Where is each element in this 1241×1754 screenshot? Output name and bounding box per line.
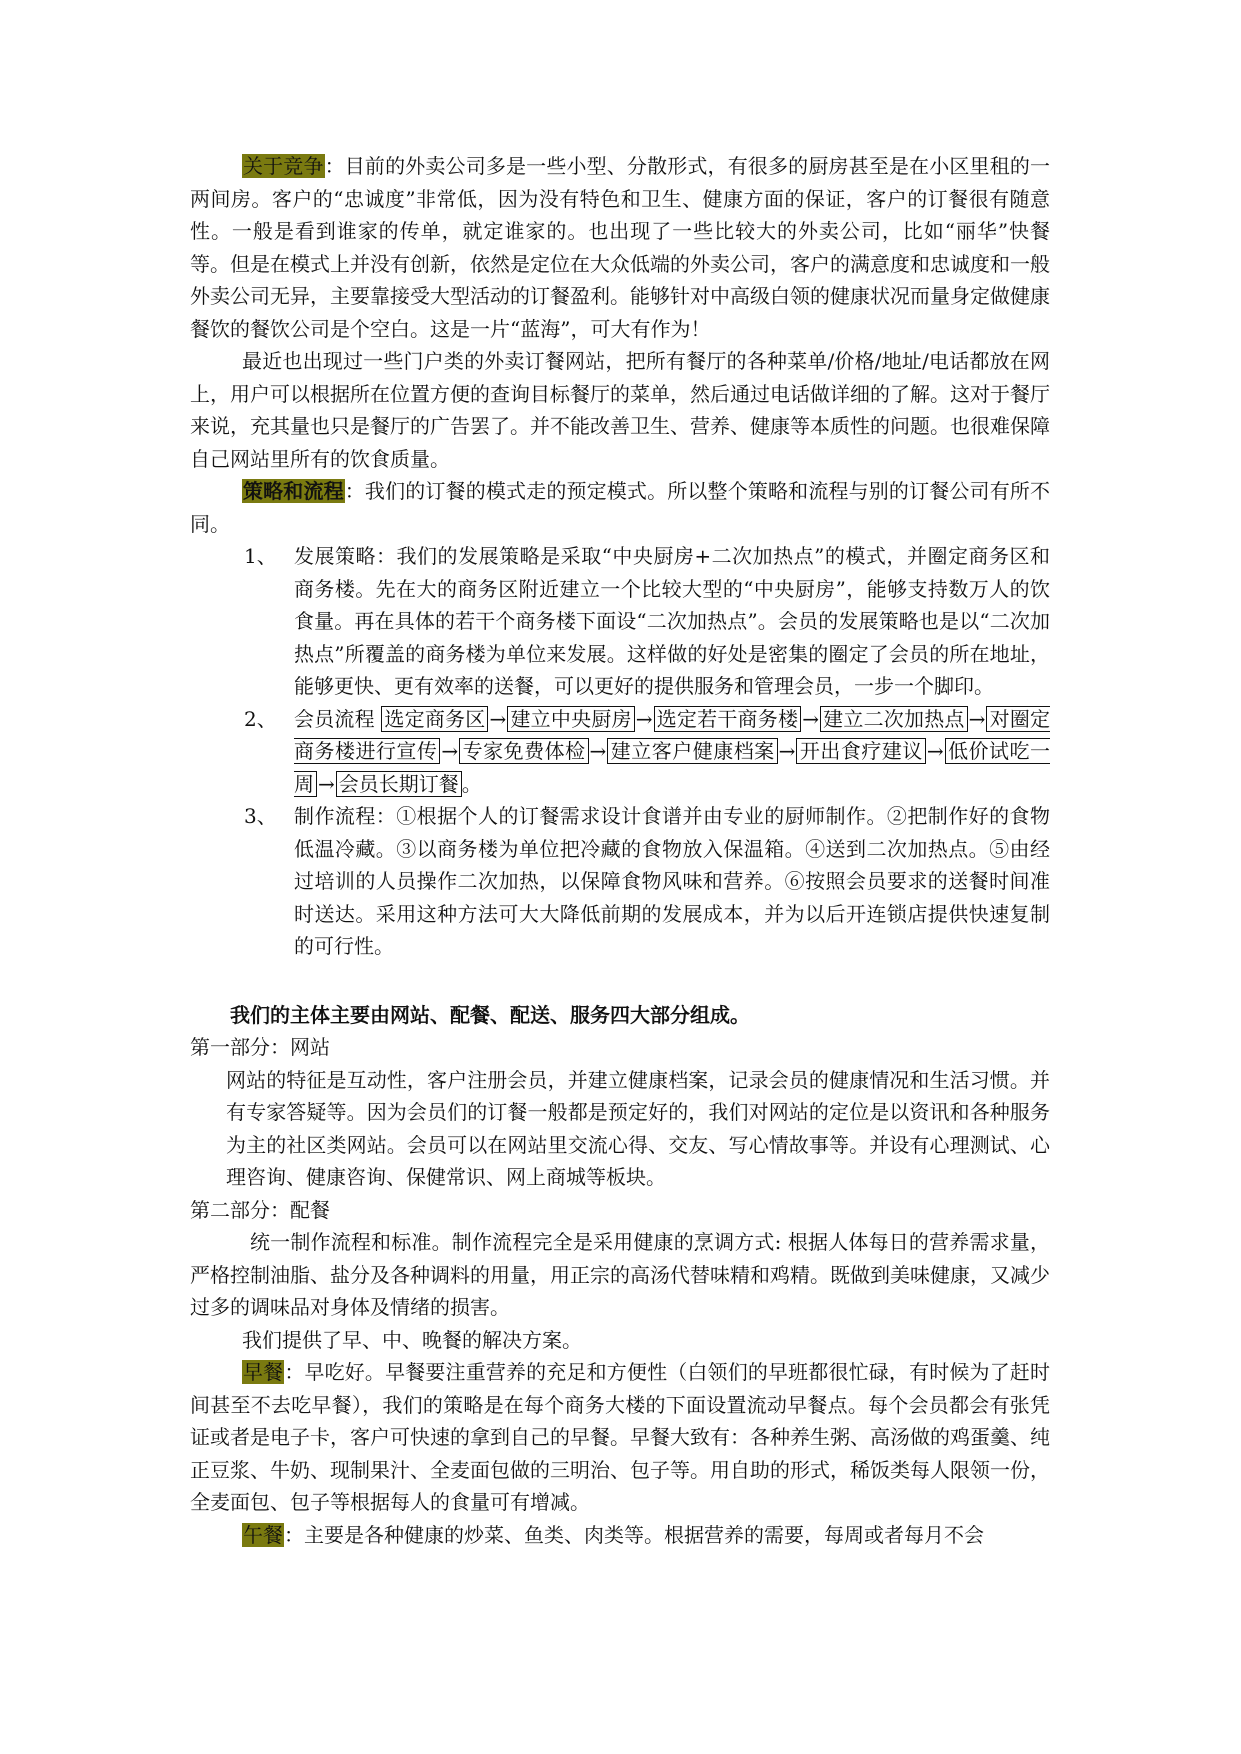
part1-title: 第一部分：网站 bbox=[190, 1035, 330, 1059]
arrow-right-icon: → bbox=[778, 739, 796, 763]
strategy-highlight-label: 策略和流程 bbox=[243, 479, 344, 503]
part1-text: 网站的特征是互动性，客户注册会员，并建立健康档案，记录会员的健康情况和生活习惯。并有专家答疑等。因为会员们的订餐一般都是预定好的，我们对网站的定位是以资讯和各种服务为主的社区类网站。会员可以在网站里交流心得、交友、写心情故事等。并设有心理测试、心理咨询、健康咨询、保健常识、网上商城等板块。 bbox=[226, 1067, 1050, 1189]
arrow-right-icon: → bbox=[489, 706, 507, 731]
flow-step: 对圈定商务楼进行宣传 bbox=[294, 706, 1051, 763]
strategy-list-item-1 bbox=[190, 540, 1050, 703]
list-number: 3、 bbox=[244, 804, 277, 828]
member-flow bbox=[294, 703, 1050, 801]
competition-text: ：目前的外卖公司多是一些小型、分散形式，有很多的厨房甚至是在小区里租的一两间房。客户的“忠诚度”非常低，因为没有特色和卫生、健康方面的保证，客户的订餐很有随意性。一般是看到谁家的传单，就定谁家的。也出现了一些比较大的外卖公司，比如“丽华”快餐等。但是在模式上并没有创新，依然是定位在大众低端的外卖公司，客户的满意度和忠诚度和一般外卖公司无异，主要靠接受大型活动的订餐盈利。能够针对中高级白领的健康状况而量身定做健康餐饮的餐饮公司是个空白。这是一片“蓝海”，可大有作为！ bbox=[190, 154, 1051, 341]
strategy-text: ：我们的订餐的模式走的预定模式。所以整个策略和流程与别的订餐公司有所不同。 bbox=[190, 479, 1051, 536]
flow-step: 建立中央厨房 bbox=[507, 706, 634, 732]
flow-step: 选定若干商务楼 bbox=[654, 706, 802, 732]
breakfast-highlight-label: 早餐 bbox=[243, 1360, 284, 1384]
lunch-highlight-label: 午餐 bbox=[243, 1522, 283, 1547]
breakfast-paragraph bbox=[190, 1356, 1050, 1519]
strategy-list-item-2 bbox=[190, 703, 1050, 801]
arrow-right-icon: → bbox=[635, 706, 653, 731]
lunch-paragraph bbox=[190, 1519, 1050, 1552]
flow-step: 会员长期订餐 bbox=[336, 771, 462, 797]
list-number: 2、 bbox=[244, 706, 277, 731]
development-strategy-text: 发展策略：我们的发展策略是采取“中央厨房+二次加热点”的模式，并圈定商务区和商务楼。先在大的商务区附近建立一个比较大型的“中央厨房”，能够支持数万人的饮食量。再在具体的若干个商务楼下面设“二次加热点”。会员的发展策略也是以“二次加热点”所覆盖的商务楼为单位来发展。这样做的好处是密集的圈定了会员的所在地址，能够更快、更有效率的送餐，可以更好的提供服务和管理会员，一步一个脚印。 bbox=[294, 544, 1050, 698]
flow-step: 建立客户健康档案 bbox=[607, 738, 777, 764]
production-flow-text: 制作流程：①根据个人的订餐需求设计食谱并由专业的厨师制作。②把制作好的食物低温冷藏。③以商务楼为单位把冷藏的食物放入保温箱。④送到二次加热点。⑤由经过培训的人员操作二次加热，以保障食物风味和营养。⑥按照会员要求的送餐时间准时送达。采用这种方法可大大降低前期的发展成本，并为以后开连锁店提供快速复制的可行性。 bbox=[294, 804, 1050, 958]
member-flow-label: 会员流程 bbox=[294, 706, 375, 731]
spacer bbox=[190, 963, 1050, 993]
portal-sites-paragraph: 最近也出现过一些门户类的外卖订餐网站，把所有餐厅的各种菜单/价格/地址/电话都放在网上，用户可以根据所在位置方便的查询目标餐厅的菜单，然后通过电话做详细的了解。这对于餐厅来说，充其量也只是餐厅的广告罢了。并不能改善卫生、营养、健康等本质性的问题。也很难保障自己网站里所有的饮食质量。 bbox=[190, 349, 1050, 471]
breakfast-text: ：早吃好。早餐要注重营养的充足和方便性（白领们的早班都很忙碌，有时候为了赶时间甚至不去吃早餐），我们的策略是在每个商务大楼的下面设置流动早餐点。每个会员都会有张凭证或者是电子卡，客户可快速的拿到自己的早餐。早餐大致有：各种养生粥、高汤做的鸡蛋羹、纯正豆浆、牛奶、现制果汁、全麦面包做的三明治、包子等。用自助的形式，稀饭类每人限领一份，全麦面包、包子等根据每人的食量可有增减。 bbox=[190, 1360, 1051, 1514]
arrow-right-icon: → bbox=[589, 739, 607, 763]
arrow-right-icon: → bbox=[441, 739, 459, 763]
flow-step: 低价试吃一周 bbox=[294, 739, 1051, 796]
lunch-text: ：主要是各种健康的炒菜、鱼类、肉类等。根据营养的需要，每周或者每月不会 bbox=[284, 1522, 984, 1547]
main-heading: 我们的主体主要由网站、配餐、配送、服务四大部分组成。 bbox=[230, 1002, 750, 1027]
arrow-right-icon: → bbox=[318, 771, 335, 796]
flow-step: 开出食疗建议 bbox=[796, 738, 925, 764]
flow-step: 建立二次加热点 bbox=[820, 706, 968, 732]
list-number: 1、 bbox=[244, 544, 277, 568]
part2-title: 第二部分：配餐 bbox=[190, 1197, 330, 1222]
document-body bbox=[190, 150, 1050, 1551]
arrow-right-icon: → bbox=[802, 706, 819, 731]
flow-end-punct: 。 bbox=[461, 771, 482, 796]
flow-step: 选定商务区 bbox=[381, 706, 488, 732]
flow-step: 专家免费体检 bbox=[459, 738, 588, 764]
strategy-list-item-3 bbox=[190, 800, 1050, 963]
meal-solutions-text: 我们提供了早、中、晚餐的解决方案。 bbox=[242, 1327, 582, 1352]
competition-highlight-label: 关于竞争 bbox=[243, 154, 324, 178]
part2-text: 统一制作流程和标准。制作流程完全是采用健康的烹调方式: 根据人体每日的营养需求量，严格控制油脂、盐分及各种调料的用量，用正宗的高汤代替味精和鸡精。既做到美味健康，又减少过多的调味品对身体及情绪的损害。 bbox=[190, 1230, 1050, 1319]
strategy-paragraph bbox=[190, 475, 1050, 540]
arrow-right-icon: → bbox=[968, 706, 986, 731]
arrow-right-icon: → bbox=[926, 739, 944, 763]
competition-paragraph bbox=[190, 150, 1050, 345]
